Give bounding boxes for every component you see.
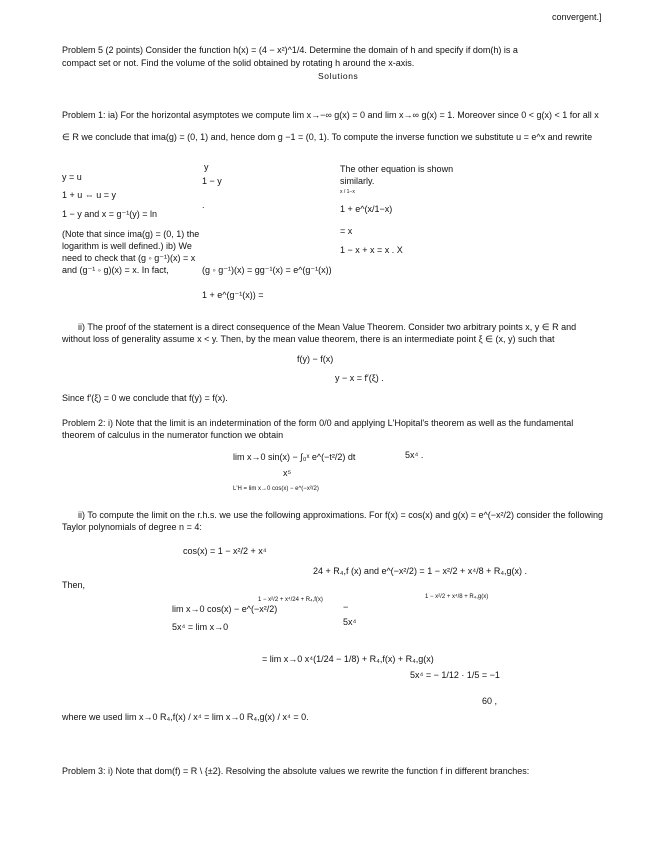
one-plus-exp: 1 + e^(x/1−x) xyxy=(340,204,393,214)
problem1-ii-line1: ii) The proof of the statement is a direct consequence of the Mean Value Theorem. Consider two arbitrary points x, y ∈ R and xyxy=(78,322,577,332)
problem2-i-line1: Problem 2: i) Note that the limit is an indetermination of the form 0/0 and applying L'Hopital's theorem as well as the fundamental xyxy=(62,418,574,428)
eq-x: = x xyxy=(340,226,353,236)
problem1-ia-line1: Problem 1: ia) For the horizontal asymptotes we compute lim x→−∞ g(x) = 0 and lim x→∞ g(x) = 1. Moreover since 0 < g(x) < 1 for all x xyxy=(62,110,599,120)
other-equation-note: The other equation is shown similarly. xyxy=(340,164,454,187)
limit-x5: x⁵ xyxy=(283,468,292,478)
limit-right-denominator: 5x⁴ . xyxy=(405,450,424,460)
limit-a: lim x→0 cos(x) − e^(−x²/2) xyxy=(172,604,278,614)
eq-one-plus-u: 1 + u ⇔ u = y xyxy=(62,190,117,200)
problem5-line2: compact set or not. Find the volume of the solid obtained by rotating h around the x-axis. xyxy=(62,58,415,68)
taylor-cos: cos(x) = 1 − x²/2 + x⁴ xyxy=(183,546,267,556)
problem2-ii-line1: ii) To compute the limit on the r.h.s. we use the following approximations. For f(x) = cos(x) and g(x) = e^(−x²/2) consider the following xyxy=(78,510,604,520)
numerator-top: 1 − x²/2 + x⁴/24 + R₄,f(x) xyxy=(258,597,323,603)
lhopital-eq: L'H = lim x→0 cos(x) − e^(−x²/2) xyxy=(233,486,319,492)
mvt-conclusion: Since f′(ξ) = 0 we conclude that f(y) = f(x). xyxy=(62,393,228,403)
numerator-right: 1 − x²/2 + x⁴/8 + R₄,g(x) xyxy=(425,594,489,600)
frac-dot: . xyxy=(202,200,205,210)
limit-result: 5x⁴ = − 1/12 · 1/5 = −1 xyxy=(410,670,500,680)
eq-inverse: 1 − y and x = g⁻¹(y) = ln xyxy=(62,209,158,219)
problem2-ii-line2: Taylor polynomials of degree n = 4: xyxy=(62,522,202,532)
final-eq: 1 − x + x = x . X xyxy=(340,245,403,255)
where-used: where we used lim x→0 R₄,f(x) / x⁴ = lim x→0 R₄,g(x) / x⁴ = 0. xyxy=(62,712,309,722)
denominator-right: 5x⁴ xyxy=(343,617,357,627)
mvt-numerator: f(y) − f(x) xyxy=(297,354,334,364)
problem5-line1: Problem 5 (2 points) Consider the function h(x) = (4 − x²)^1/4. Determine the domain of h and specify if dom(h) is a xyxy=(62,45,518,55)
small-fraction: x / 1−x xyxy=(340,189,355,195)
frac-denominator: 1 − y xyxy=(202,176,222,186)
problem3-line: Problem 3: i) Note that dom(f) = R \ {±2}. Resolving the absolute values we rewrite the function f in different branches: xyxy=(62,766,530,776)
then-text: Then, xyxy=(62,580,86,590)
limit-expression: lim x→0 sin(x) − ∫₀ˣ e^(−t²/2) dt xyxy=(233,452,356,462)
problem2-i-line2: theorem of calculus in the numerator function we obtain xyxy=(62,430,284,440)
minus-sign: − xyxy=(343,602,349,612)
sixty-denominator: 60 , xyxy=(482,696,498,706)
header-fragment: convergent.] xyxy=(552,12,602,22)
mvt-denominator: y − x = f′(ξ) . xyxy=(335,373,384,383)
composition-denominator: 1 + e^(g⁻¹(x)) = xyxy=(202,290,264,300)
composition-eq: (g ◦ g⁻¹)(x) = gg⁻¹(x) = e^(g⁻¹(x)) xyxy=(202,265,332,275)
limit-a-denominator: 5x⁴ = lim x→0 xyxy=(172,622,229,632)
problem1-ia-line2: ∈ R we conclude that ima(g) = (0, 1) and, hence dom g −1 = (0, 1). To compute the inverse function we substitute u = e^x and rewrite xyxy=(62,132,593,142)
frac-numerator: y xyxy=(204,162,209,172)
simplified-limit: = lim x→0 x⁴(1/24 − 1/8) + R₄,f(x) + R₄,g(x) xyxy=(262,654,434,664)
solutions-title: Solutions xyxy=(318,71,359,81)
taylor-rest: 24 + R₄,f (x) and e^(−x²/2) = 1 − x²/2 + x⁴/8 + R₄,g(x) . xyxy=(313,566,528,576)
problem1-ii-line2: without loss of generality assume x < y. Then, by the mean value theorem, there is an intermediate point ξ ∈ (x, y) such that xyxy=(62,334,555,344)
eq-y-u: y = u xyxy=(62,172,82,182)
note-text: (Note that since ima(g) = (0, 1) the logarithm is well defined.) ib) We need to check that (g ◦ g⁻¹)(x) = x and (g⁻¹ ◦ g)(x) = x. In fact, xyxy=(62,229,200,276)
